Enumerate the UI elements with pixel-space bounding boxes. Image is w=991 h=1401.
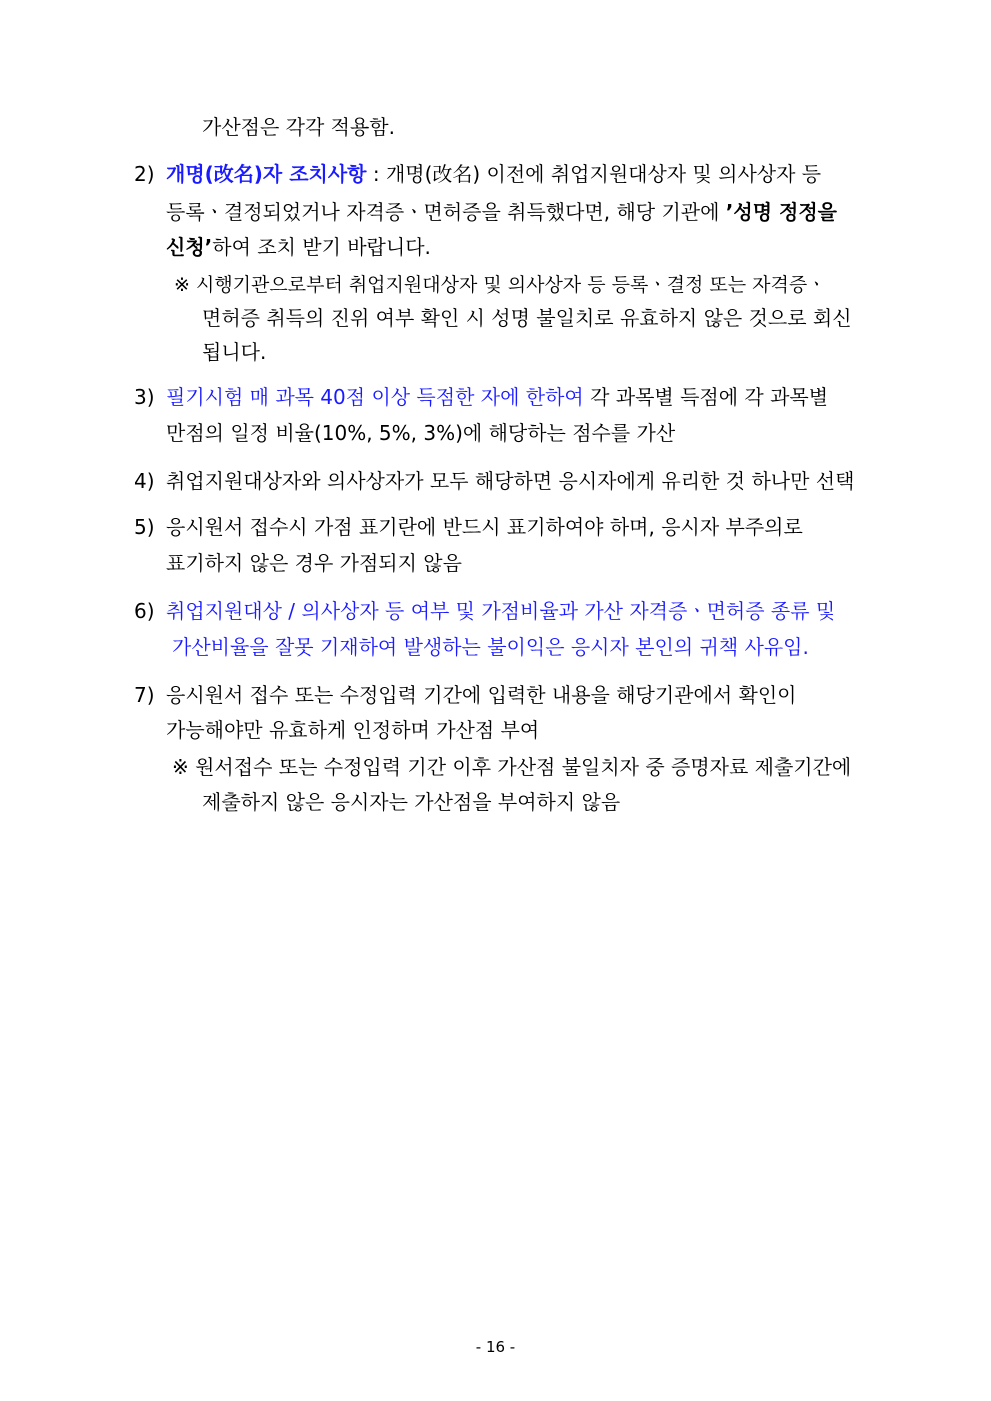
item-3-line-1-rest: 각 과목별 득점에 각 과목별 [583, 385, 829, 409]
item-2-line-2 [166, 198, 837, 226]
continuation-line: 가산점은 각각 적용함. [202, 115, 395, 139]
page-number: - 16 - [475, 1338, 516, 1356]
item-3-line-1-blue: 필기시험 매 과목 40점 이상 득점한 자에 한하여 [166, 385, 584, 409]
item-4-number: 4) [134, 469, 155, 493]
item-7-line-1: 응시원서 접수 또는 수정입력 기간에 입력한 내용을 해당기관에서 확인이 [166, 683, 797, 707]
item-5-line-1: 응시원서 접수시 가점 표기란에 반드시 표기하여야 하며, 응시자 부주의로 [166, 515, 803, 539]
item-3-line-2: 만점의 일정 비율(10%, 5%, 3%)에 해당하는 점수를 가산 [166, 421, 676, 445]
item-2-line-3-rest: 하여 조치 받기 바랍니다. [212, 235, 431, 259]
item-7-number: 7) [134, 683, 155, 707]
item-7-note-line-1: ※ 원서접수 또는 수정입력 기간 이후 가산점 불일치자 중 증명자료 제출기간에 [172, 755, 852, 779]
item-3-number: 3) [134, 385, 155, 409]
item-2-line-2-text: 등록ㆍ결정되었거나 자격증ㆍ면허증을 취득했다면, 해당 기관에 [166, 200, 726, 224]
item-2-title: 개명(改名)자 조치사항 [166, 162, 367, 186]
item-5-line-2: 표기하지 않은 경우 가점되지 않음 [166, 551, 462, 575]
item-2-line-1-rest: : 개명(改名) 이전에 취업지원대상자 및 의사상자 등 [366, 162, 822, 186]
item-7-note-line-2: 제출하지 않은 응시자는 가산점을 부여하지 않음 [202, 790, 621, 814]
item-5-number: 5) [134, 515, 155, 539]
item-2-number: 2) [134, 162, 155, 186]
item-3-line-1 [166, 383, 828, 411]
item-2-line-3-bold: 신청’ [166, 235, 213, 259]
item-6-line-2: 가산비율을 잘못 기재하여 발생하는 불이익은 응시자 본인의 귀책 사유임. [172, 635, 809, 659]
item-2-note-line-1: ※ 시행기관으로부터 취업지원대상자 및 의사상자 등 등록ㆍ결정 또는 자격증ㆍ [174, 274, 826, 296]
item-6-number: 6) [134, 599, 155, 623]
item-4-line-1: 취업지원대상자와 의사상자가 모두 해당하면 응시자에게 유리한 것 하나만 선택 [166, 469, 855, 493]
item-2-note-line-3: 됩니다. [202, 340, 267, 364]
item-6-line-1: 취업지원대상 / 의사상자 등 여부 및 가점비율과 가산 자격증ㆍ면허증 종류 및 [166, 599, 836, 623]
item-2-line-3 [166, 233, 431, 261]
item-2-line-2-bold: ’성명 정정을 [725, 200, 837, 224]
item-2-note-line-2: 면허증 취득의 진위 여부 확인 시 성명 불일치로 유효하지 않은 것으로 회신 [202, 306, 852, 330]
item-2-line-1 [166, 160, 821, 188]
item-7-line-2: 가능해야만 유효하게 인정하며 가산점 부여 [166, 718, 540, 742]
